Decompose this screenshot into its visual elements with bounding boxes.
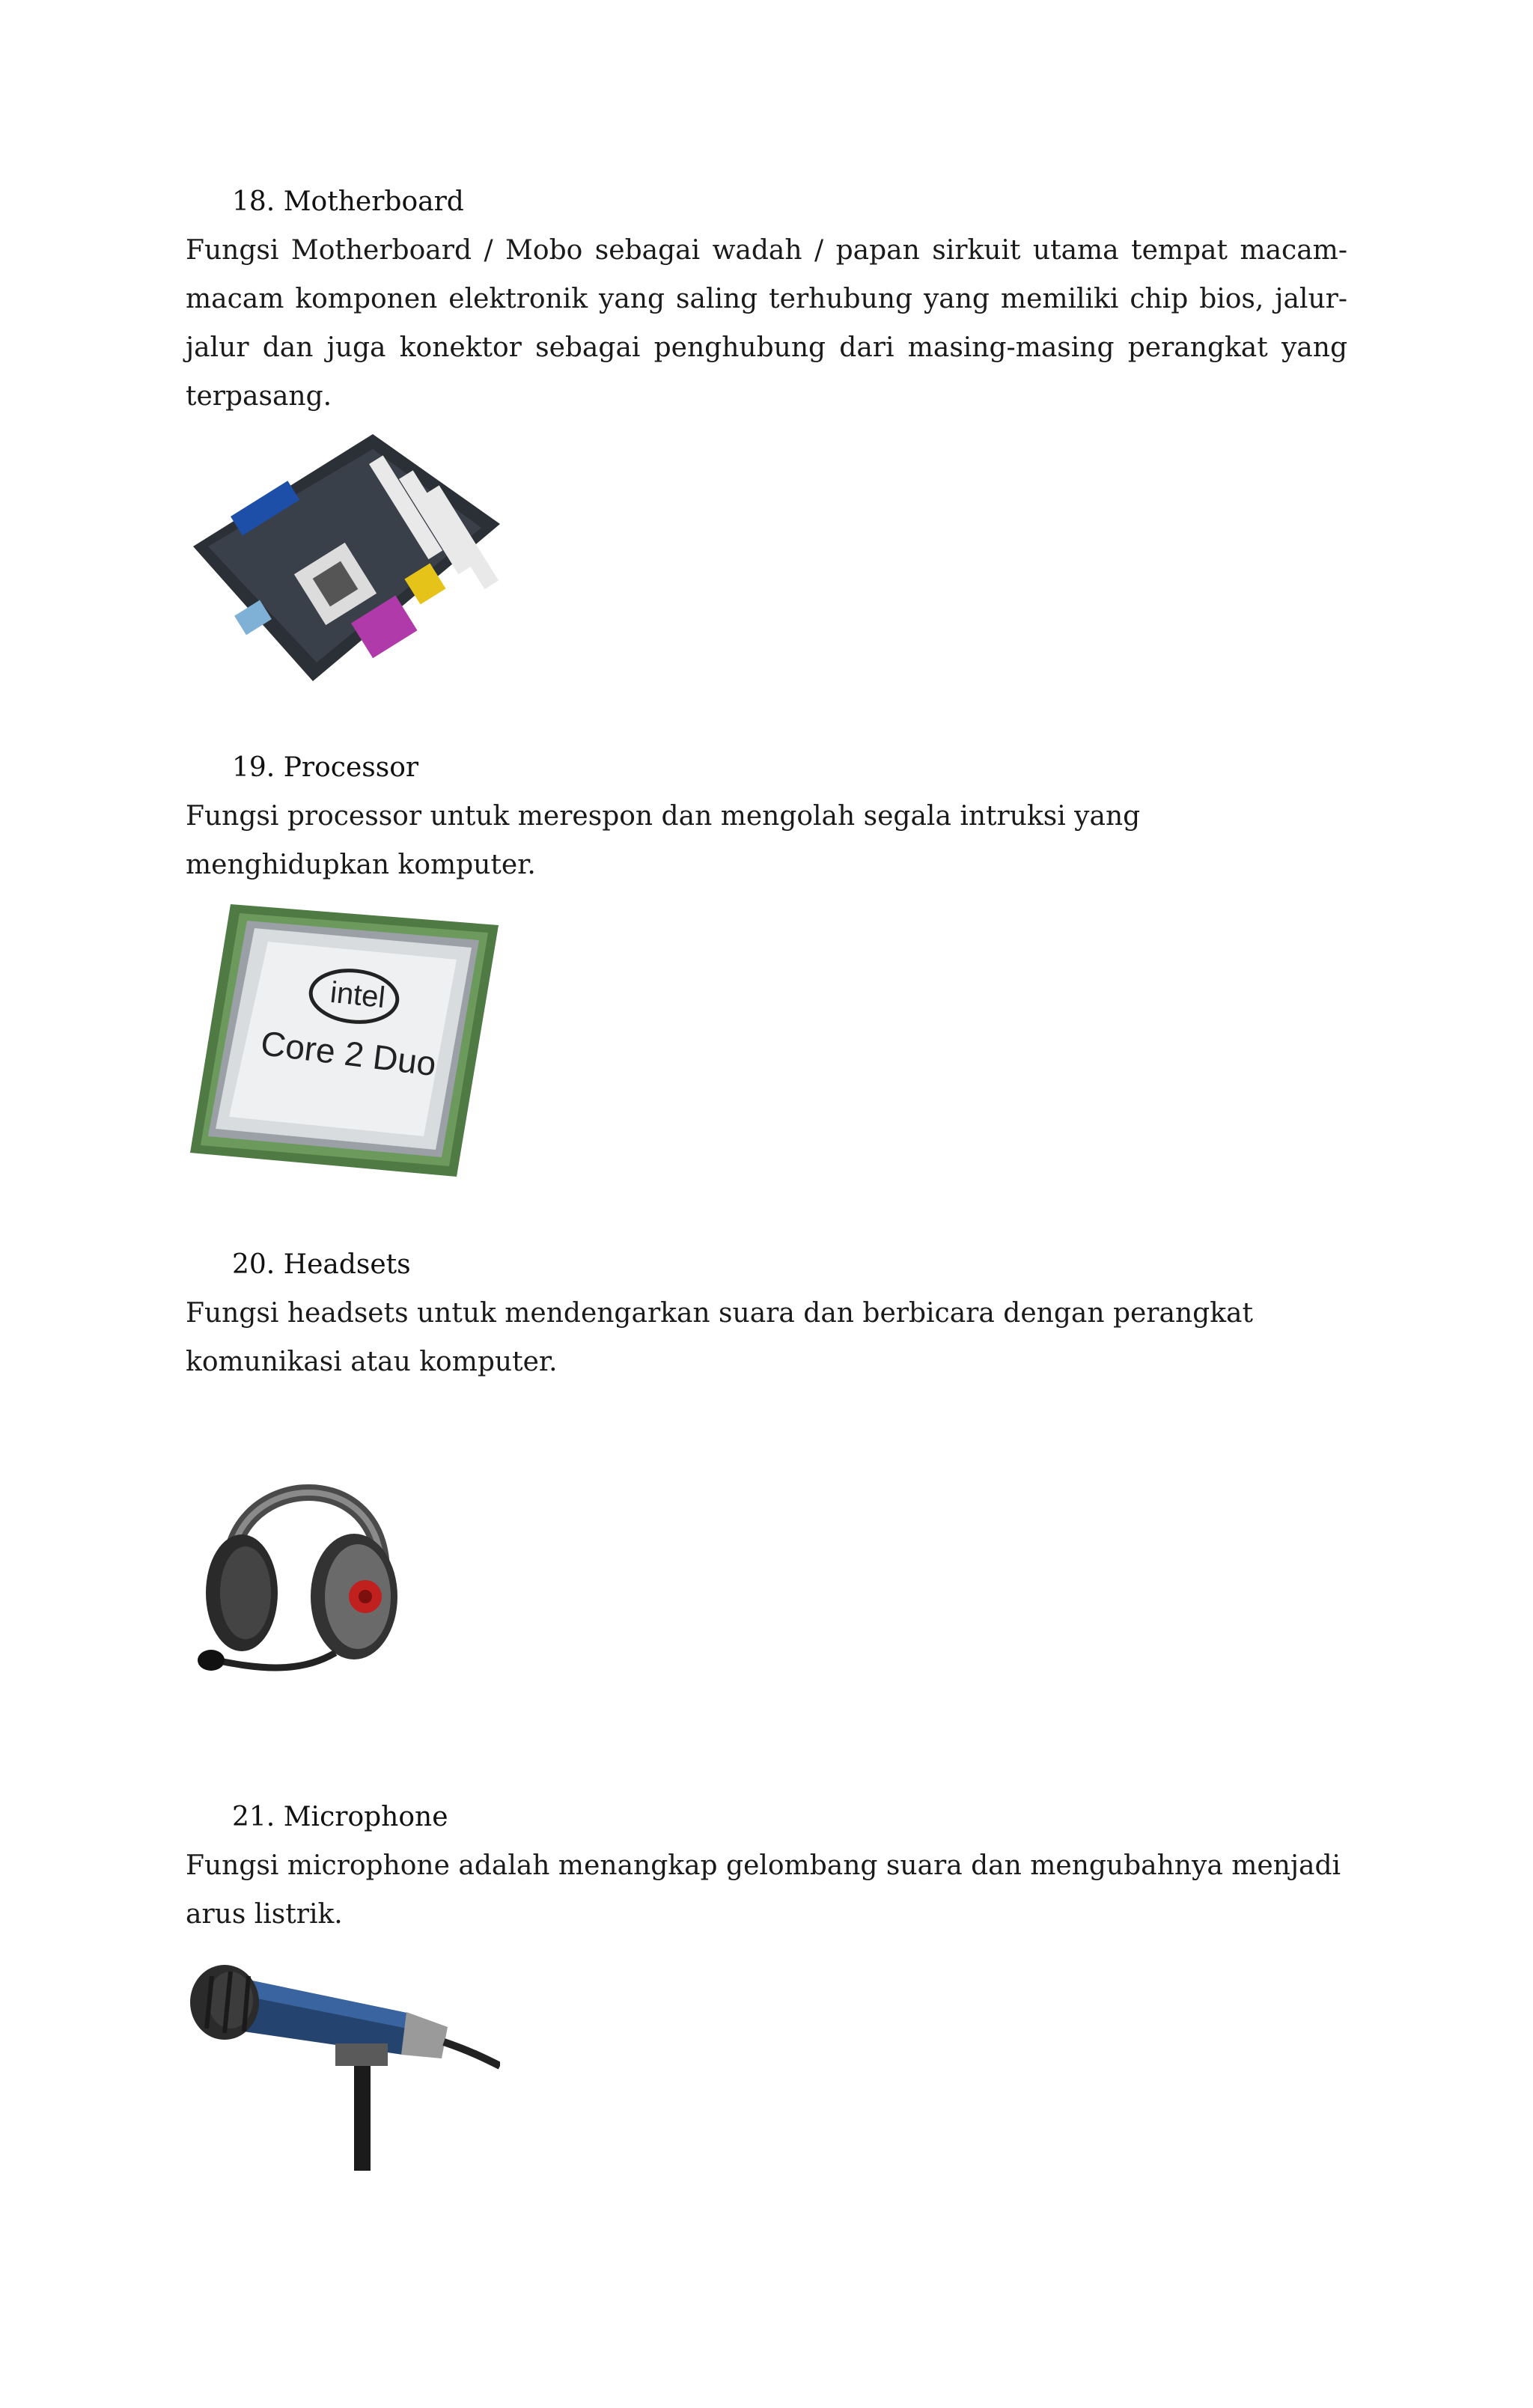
intel-logo-text: intel — [329, 975, 387, 1015]
paragraph-processor: Fungsi processor untuk merespon dan mengolah segala intruksi yang menghidupkan komputer. — [186, 801, 1141, 880]
section-processor — [186, 744, 1347, 889]
processor-image — [186, 895, 500, 1178]
headset-image — [186, 1443, 425, 1683]
section-motherboard — [186, 178, 1347, 421]
section-headsets — [186, 1241, 1347, 1386]
paragraph-headsets: Fungsi headsets untuk mendengarkan suara dan berbicara dengan perangkat komunikasi atau komputer. — [186, 1298, 1253, 1377]
core2duo-text: Core 2 Duo — [258, 1023, 439, 1084]
heading-headsets: 20. Headsets — [232, 1249, 411, 1280]
heading-motherboard: 18. Motherboard — [232, 186, 464, 217]
paragraph-microphone: Fungsi microphone adalah menangkap gelombang suara dan mengubahnya menjadi arus listrik. — [186, 1850, 1341, 1930]
microphone-image — [186, 1946, 500, 2171]
paragraph-motherboard: Fungsi Motherboard / Mobo sebagai wadah / papan sirkuit utama tempat macam-macam komponen elektronik yang saling terhubung yang memiliki chip bios, jalur-jalur dan juga konektor sebagai penghubung dari masing-masing perangkat yang terpasang. — [186, 235, 1347, 412]
heading-processor: 19. Processor — [232, 752, 419, 783]
section-microphone — [186, 1793, 1347, 1939]
motherboard-image — [186, 434, 500, 681]
heading-microphone: 21. Microphone — [232, 1802, 448, 1832]
